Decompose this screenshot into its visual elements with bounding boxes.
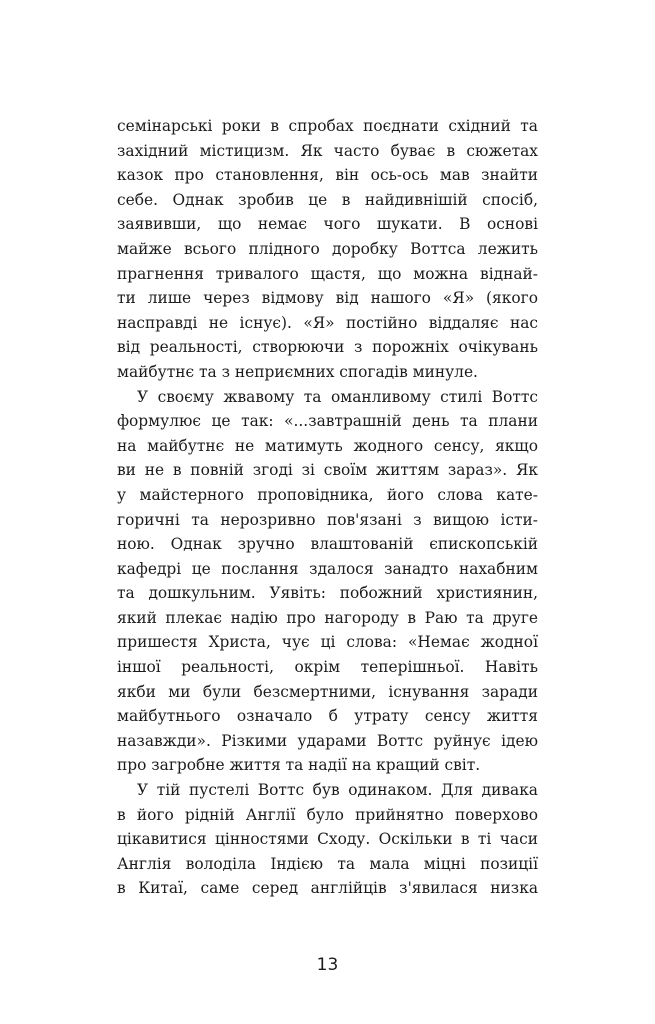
text-line: горичні та нерозривно пов'язані з вищою істи-	[117, 510, 538, 529]
text-line: на майбутнє не матимуть жодного сенсу, якщо	[117, 436, 538, 455]
text-line: себе. Однак зробив це в найдивнішій спосіб,	[117, 190, 538, 209]
text-line: якби ми були безсмертними, існування заради	[117, 682, 538, 701]
text-line: пришестя Христа, чує ці слова: «Немає жодної	[117, 633, 538, 652]
paragraph	[117, 778, 538, 901]
text-line: казок про становлення, він ось-ось мав знайти	[117, 166, 538, 185]
text-line: та дошкульним. Уявіть: побожний християнин,	[117, 584, 538, 603]
text-line: у майстерного проповідника, його слова кате-	[117, 485, 538, 504]
text-line: ною. Однак зручно влаштованій єпископській	[117, 535, 538, 554]
text-line: насправді не існує). «Я» постійно віддаляє нас	[117, 313, 538, 332]
paragraph	[117, 385, 538, 779]
text-line: формулює це так: «...завтрашній день та плани	[117, 412, 538, 431]
text-line: назавжди». Різкими ударами Воттс руйнує ідею	[117, 731, 538, 750]
text-line: який плекає надію про нагороду в Раю та друге	[117, 608, 538, 627]
paragraph	[117, 114, 538, 385]
text-line: майже всього плідного доробку Воттса лежить	[117, 239, 538, 258]
text-line: іншої реальності, окрім теперішньої. Навіть	[117, 658, 538, 677]
text-line: в його рідній Англії було прийнятно поверхово	[117, 805, 538, 824]
text-line: У тій пустелі Воттс був одинаком. Для дивака	[137, 781, 538, 800]
text-line: західний містицизм. Як часто буває в сюжетах	[117, 141, 538, 160]
body-text	[117, 114, 538, 901]
text-line: про загробне життя та надії на кращий світ.	[117, 756, 481, 775]
text-line: ти лише через відмову від нашого «Я» (якого	[117, 289, 538, 308]
text-line: від реальності, створюючи з порожніх очікувань	[117, 338, 538, 357]
page-number: 13	[316, 955, 339, 975]
text-line: Англія володіла Індією та мала міцні позиції	[117, 854, 538, 873]
text-line: в Китаї, саме серед англійців з'явилася низка	[117, 879, 538, 898]
text-line: майбутнє та з неприємних спогадів минуле.	[117, 362, 478, 381]
text-line: кафедрі це послання здалося занадто нахабним	[117, 559, 538, 578]
text-line: заявивши, що немає чого шукати. В основі	[117, 215, 538, 234]
text-line: цікавитися цінностями Сходу. Оскільки в ті часи	[117, 830, 538, 849]
text-line: У своєму жвавому та оманливому стилі Воттс	[137, 387, 538, 406]
text-line: семінарські роки в спробах поєднати східний та	[117, 117, 538, 135]
text-line: ви не в повній згоді зі своїм життям зараз». Як	[117, 461, 538, 480]
text-line: майбутнього означало б утрату сенсу життя	[117, 707, 538, 726]
text-line: прагнення тривалого щастя, що можна віднай-	[117, 264, 538, 283]
